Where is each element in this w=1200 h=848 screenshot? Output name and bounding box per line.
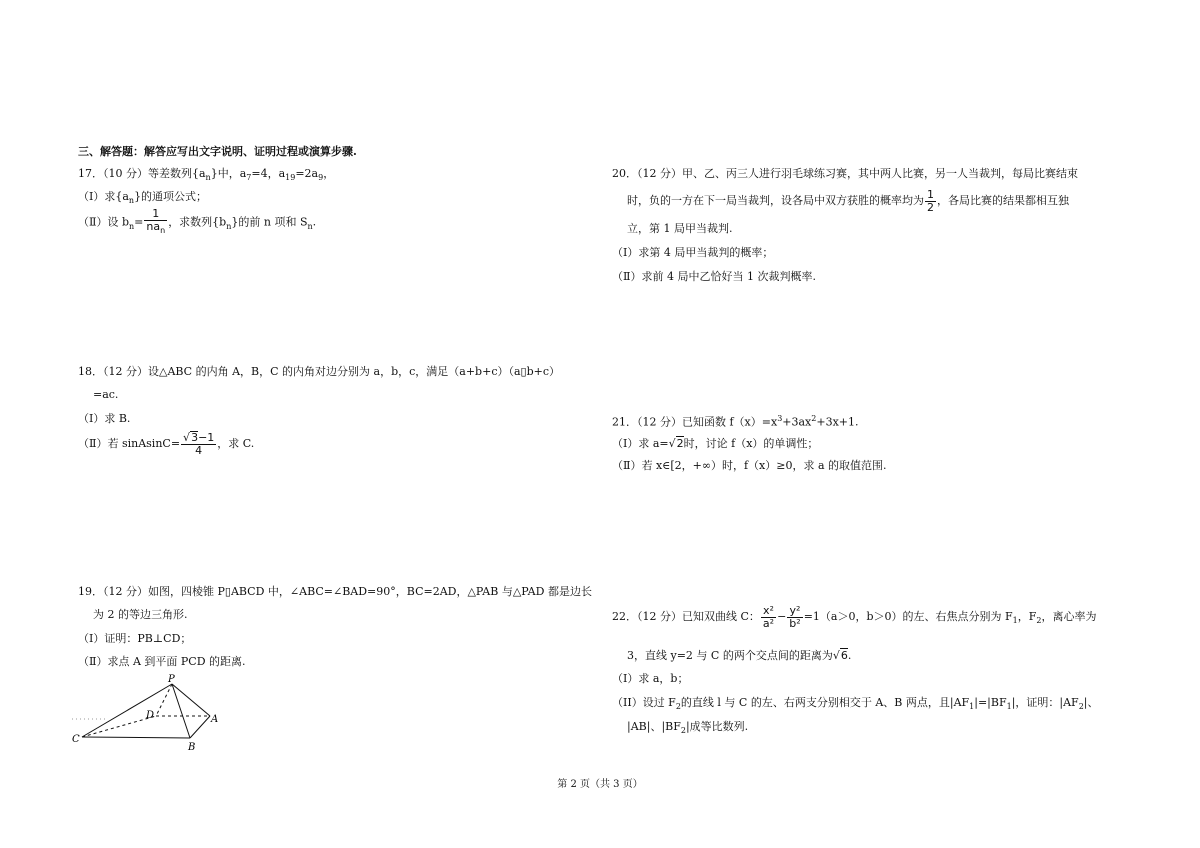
page-footer: 第 2 页（共 3 页） bbox=[557, 779, 643, 790]
q18-stem2: =ac. bbox=[93, 388, 119, 401]
q17-fraction: $\frac{1}{na_n}$ bbox=[146, 207, 166, 236]
q17-part1: （Ⅰ）求$\{a_n\}$的通项公式； bbox=[78, 190, 208, 206]
q20-fraction: $\frac{1}{2}$ bbox=[927, 187, 934, 214]
q20-stem: 20．（12 分）甲、乙、丙三人进行羽毛球练习赛，其中两人比赛，另一人当裁判，每局比赛结束 bbox=[612, 167, 1078, 180]
q19-stem2: 为 2 的等边三角形. bbox=[93, 608, 188, 621]
q21-part2: （Ⅱ）若 x∈[2，+∞）时，f（x）≥0，求 a 的取值范围. bbox=[612, 459, 887, 472]
q22-part1: （I）求 a，b； bbox=[612, 672, 689, 685]
label-D: D bbox=[146, 710, 155, 721]
q22-fraction-y: $\frac{\text{y²}}{\text{b²}}$ bbox=[789, 603, 801, 630]
q18-fraction: $\frac{√3-1}{4}$ bbox=[183, 431, 215, 457]
q20-part2: （Ⅱ）求前 4 局中乙恰好当 1 次裁判概率. bbox=[612, 270, 816, 283]
q18-part1: （Ⅰ）求 B. bbox=[78, 412, 131, 425]
q20-stem3: 立，第 1 局甲当裁判. bbox=[627, 222, 733, 235]
section-heading: 三、解答题：解答应写出文字说明、证明过程或演算步骤. bbox=[78, 145, 357, 158]
q21-part1: （Ⅰ）求 a=√2时，讨论 f（x）的单调性； bbox=[612, 437, 819, 450]
q19-part1: （Ⅰ）证明：PB⊥CD； bbox=[78, 632, 192, 645]
label-P: P bbox=[168, 674, 175, 685]
q17-part2: （Ⅱ）设 $b_n=$ $\frac{1}{na_n}$ ，求数列$\{b_n\}$的前 n 项和 $S_n$. bbox=[78, 207, 317, 236]
label-A: A bbox=[211, 714, 219, 725]
q20-stem2: 时，负的一方在下一局当裁判，设各局中双方获胜的概率均为 $\frac{1}{2}$ ，各局比赛的结果都相互独 bbox=[627, 187, 1069, 214]
q22-stem: 22．（12 分）已知双曲线 C： $\frac{\text{x²}}{\text{a²}}$ − $\frac{\text{y²}}{\text{b²}}$ =1（a＞0，b＞0）的左、右焦点分别为 $F_1$，$F_2$，离心率为 bbox=[612, 603, 1097, 630]
q19-part2: （Ⅱ）求点 A 到平面 PCD 的距离. bbox=[78, 655, 246, 668]
q22-part3: |AB|、$|BF_2|$成等比数列. bbox=[627, 720, 749, 736]
q21-stem: 21．（12 分）已知函数 $f(x)=x^3+3ax^2+3x+1$. bbox=[612, 414, 859, 429]
q20-part1: （Ⅰ）求第 4 局甲当裁判的概率； bbox=[612, 246, 774, 259]
pyramid-figure bbox=[66, 674, 226, 754]
q22-fraction-x: $\frac{\text{x²}}{\text{a²}}$ bbox=[762, 603, 775, 630]
q18-stem: 18．（12 分）设△ABC 的内角 A，B，C 的内角对边分别为 a，b，c，满足（a+b+c）（a▯b+c） bbox=[78, 365, 561, 378]
label-C: C bbox=[72, 734, 80, 745]
q22-stem2: 3，直线 y=2 与 C 的两个交点间的距离为√6. bbox=[627, 649, 852, 662]
q22-part2: （II）设过 $F_2$的直线 l 与 C 的左、右两支分别相交于 A、B 两点，且$|AF_1|=|BF_1|$，证明：$|AF_2|$、 bbox=[612, 696, 1099, 712]
q19-stem: 19．（12 分）如图，四棱锥 P▯ABCD 中，∠ABC=∠BAD=90°，BC=2AD，△PAB 与△PAD 都是边长 bbox=[78, 585, 592, 598]
label-B: B bbox=[188, 742, 196, 753]
q18-part2: （Ⅱ）若 sinAsinC= $\frac{√3-1}{4}$ ，求 C. bbox=[78, 431, 255, 457]
q17-stem: 17．（10 分）等差数列$\{a_n\}$中，$a_7=4$，$a_{19}=2a_9$， bbox=[78, 167, 335, 183]
